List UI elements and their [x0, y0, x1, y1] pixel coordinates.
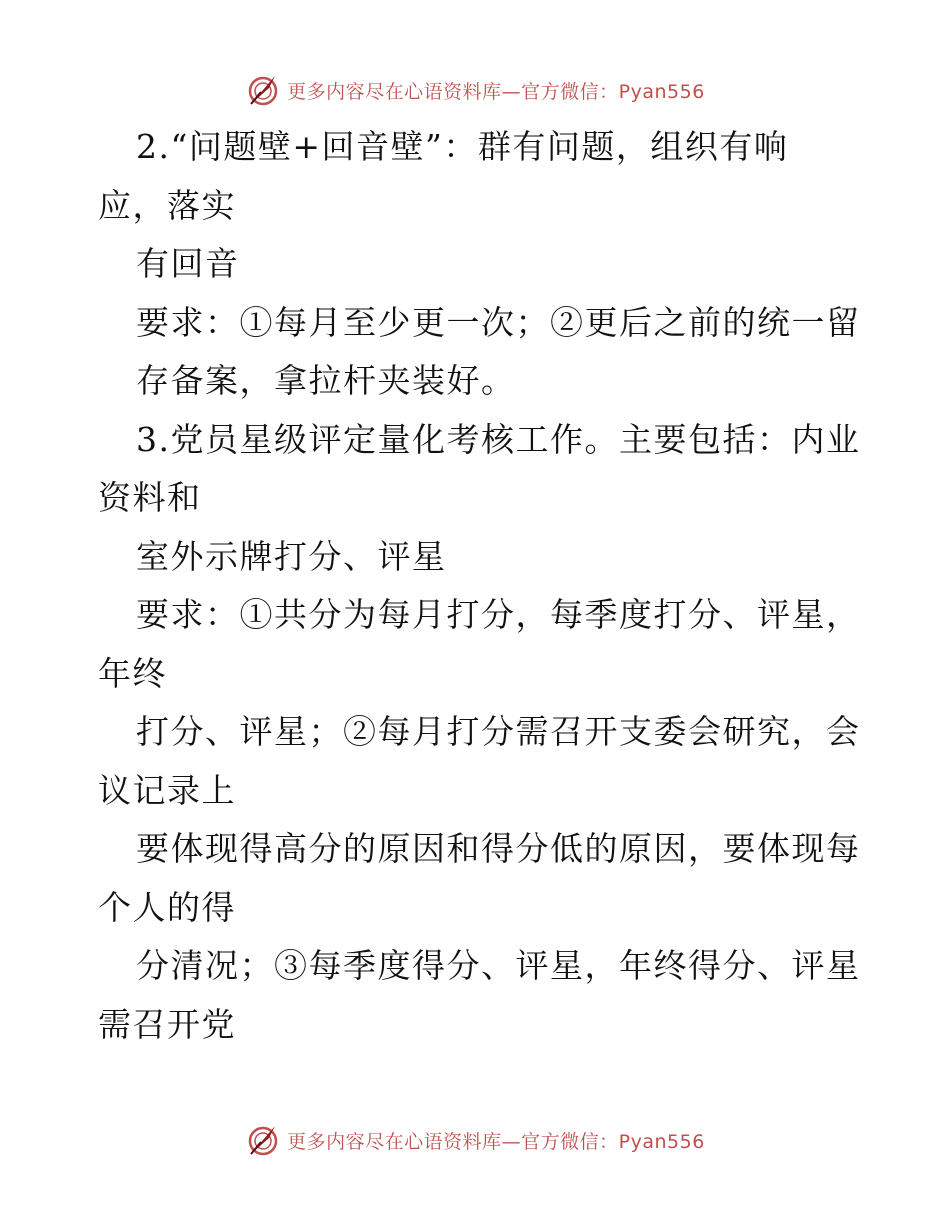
header-banner-text [287, 77, 705, 104]
header-banner [0, 70, 950, 110]
header-wechat-handle: Pyan556 [618, 80, 705, 103]
text-line: 室外示牌打分、评星 [136, 536, 447, 576]
document-body [98, 118, 861, 1054]
text-line: 3.党员星级评定量化考核工作。主要包括：内业 [136, 419, 861, 459]
text-line: 分清况；③每季度得分、评星，年终得分、评星 [136, 946, 861, 985]
text-line: 要体现得高分的原因和得分低的原因，要体现每 [136, 829, 861, 868]
text-line: 有回音 [136, 244, 240, 283]
text-line: 年终 [98, 653, 167, 693]
footer-banner [0, 1120, 950, 1160]
text-line: 议记录上 [98, 770, 236, 810]
text-line: 要求：①共分为每月打分，每季度打分、评星， [136, 595, 861, 634]
text-line: 存备案，拿拉杆夹装好。 [136, 361, 516, 400]
text-line: 2.“问题壁+回音壁”：群有问题，组织有响 [136, 127, 789, 166]
quill-logo-icon [245, 72, 281, 108]
quill-logo-icon [245, 1122, 281, 1158]
text-line: 应，落实 [98, 185, 236, 225]
text-line: 个人的得 [98, 887, 236, 927]
text-line: 需召开党 [98, 1004, 236, 1044]
footer-banner-label: 更多内容尽在心语资料库—官方微信： [287, 1130, 619, 1153]
text-line: 要求：①每月至少更一次；②更后之前的统一留 [136, 302, 861, 342]
footer-wechat-handle: Pyan556 [618, 1130, 705, 1153]
text-line: 打分、评星；②每月打分需召开支委会研究，会 [136, 712, 861, 751]
footer-banner-text [287, 1127, 705, 1154]
text-line: 资料和 [98, 478, 202, 517]
header-banner-label: 更多内容尽在心语资料库—官方微信： [287, 80, 619, 103]
